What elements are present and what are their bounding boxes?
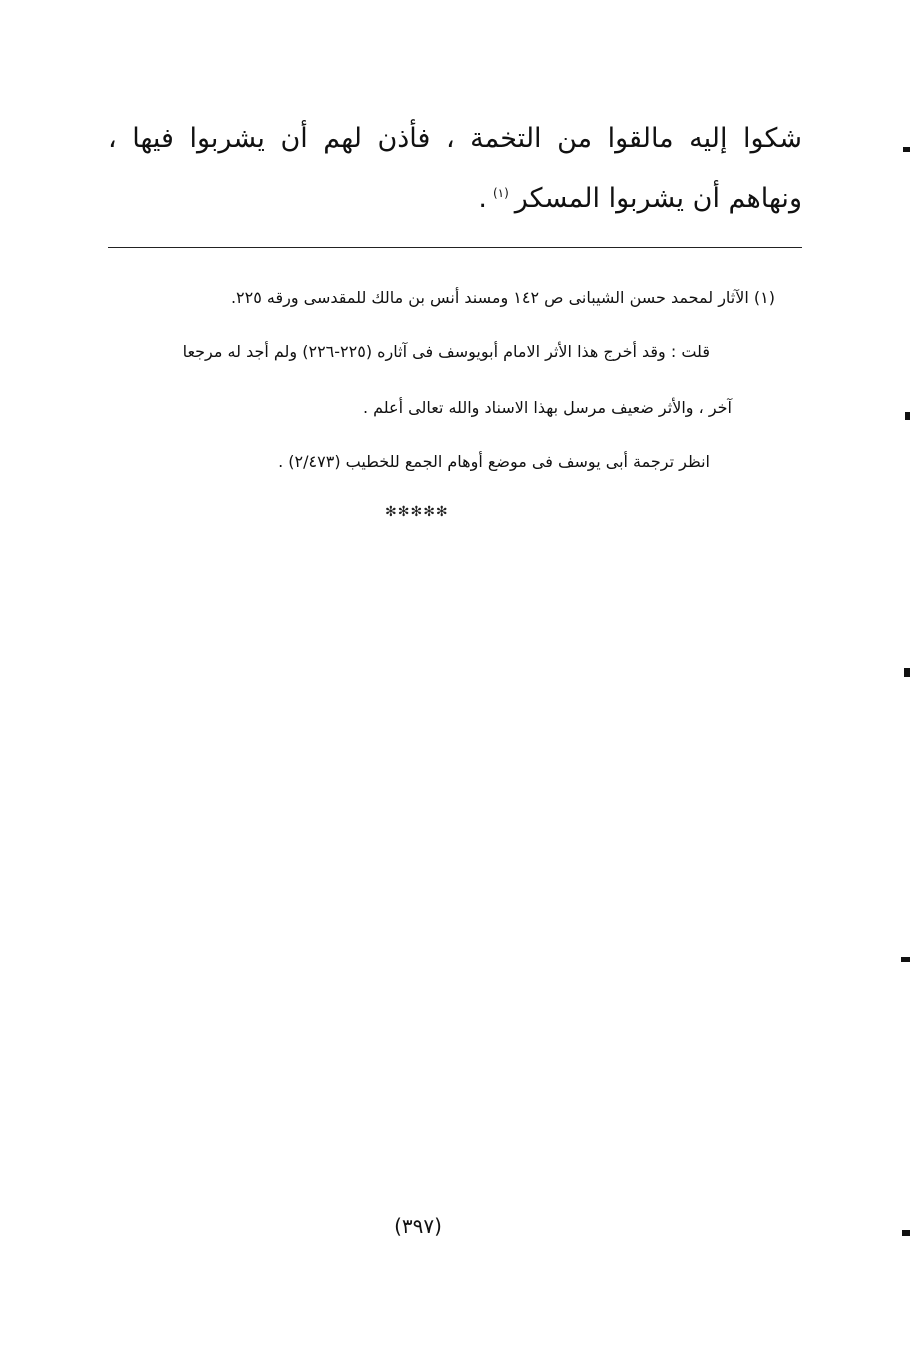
scan-edge-mark	[904, 668, 910, 677]
footnote-line-3: آخر ، والأثر ضعيف مرسل بهذا الاسناد والله تعالى أعلم .	[362, 398, 732, 417]
main-text: شكوا إليه مالقوا من التخمة ، فأذن لهم أن يشربوا فيها ، ونهاهم أن يشربوا المسكر	[108, 123, 802, 214]
page-number: (٣٩٧)	[394, 1214, 442, 1238]
section-separator-stars: ✻✻✻✻✻	[385, 504, 449, 520]
footnote-separator-line	[108, 247, 802, 248]
footnote-reference: (١)	[492, 186, 509, 200]
scan-edge-mark	[903, 147, 910, 152]
scan-edge-mark	[901, 957, 910, 962]
footnote-line-1: (١) الآثار لمحمد حسن الشيبانى ص ١٤٢ ومسند أنس بن مالك للمقدسى ورقه ٢٢٥.	[230, 288, 775, 307]
main-paragraph	[108, 112, 802, 226]
scan-edge-mark	[905, 412, 910, 420]
scan-edge-mark	[902, 1230, 910, 1236]
footnote-line-2: قلت : وقد أخرج هذا الأثر الامام أبويوسف فى آثاره (٢٢٥-٢٢٦) ولم أجد له مرجعا	[182, 342, 710, 361]
main-end-mark: .	[478, 183, 487, 214]
footnote-line-4: انظر ترجمة أبى يوسف فى موضع أوهام الجمع للخطيب (٢/٤٧٣) .	[278, 452, 710, 471]
